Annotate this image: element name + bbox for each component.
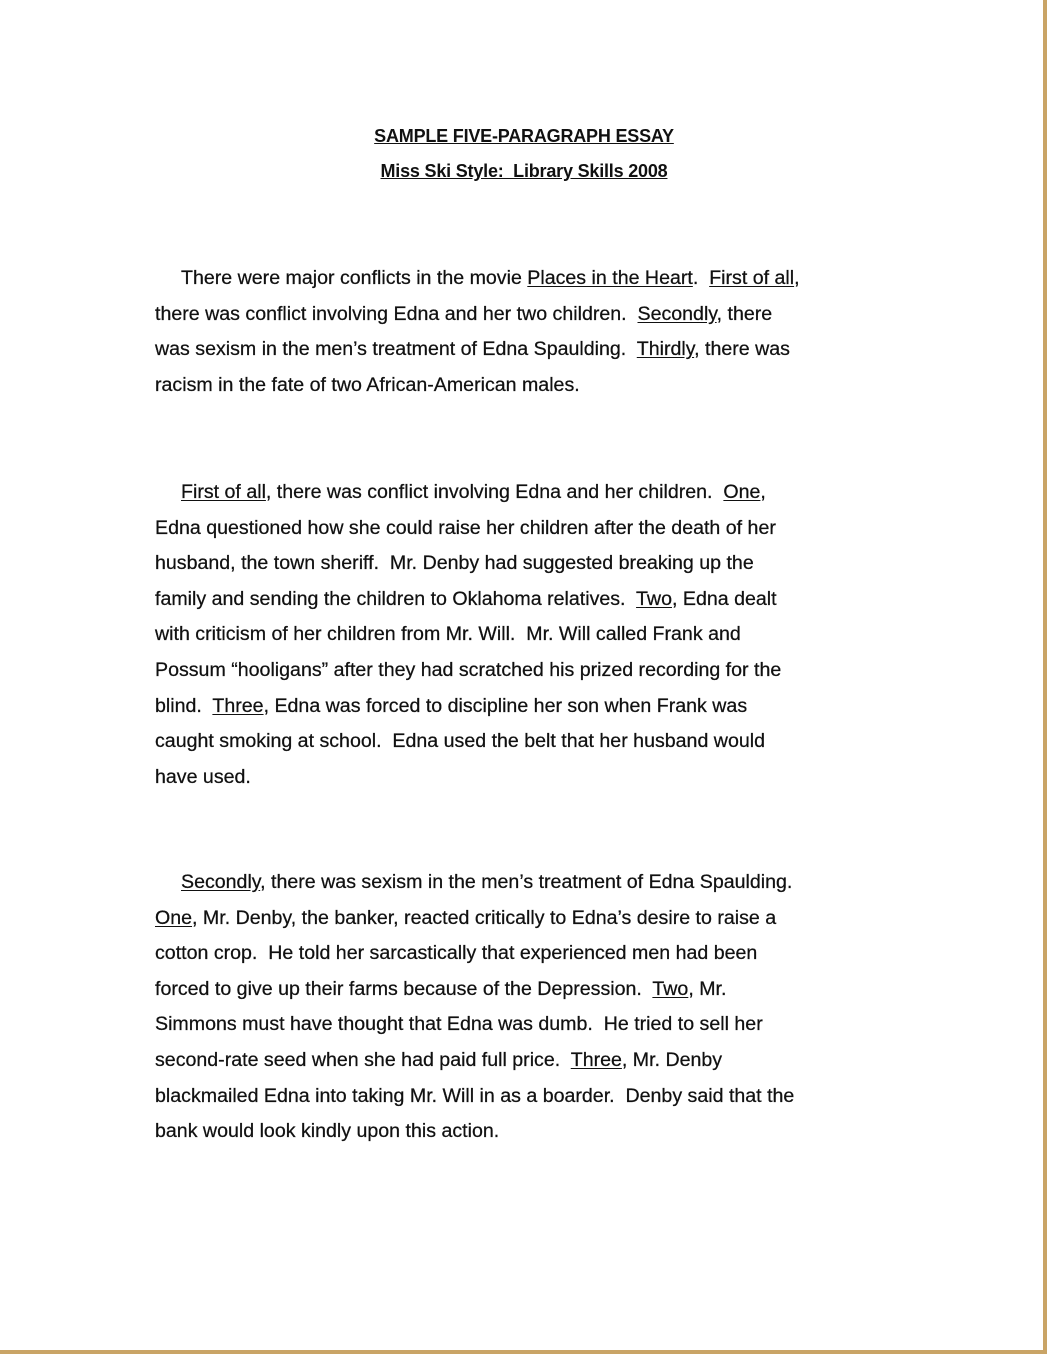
- text-segment: with criticism of her children from Mr. Will. Mr. Will called Frank and: [155, 623, 741, 646]
- essay-subtitle: Miss Ski Style: Library Skills 2008: [380, 161, 668, 181]
- paragraph-1-line: [155, 373, 580, 397]
- text-segment: , Mr. Denby: [621, 1049, 723, 1071]
- paragraph-1-line: [155, 302, 772, 326]
- paragraph-2-line: [155, 765, 251, 789]
- paragraph-3-line: [155, 906, 776, 930]
- text-segment: Simmons must have thought that Edna was dumb. He tried to sell her: [155, 1013, 763, 1036]
- underlined-text: Secondly: [637, 302, 717, 325]
- paragraph-2-line: [181, 480, 766, 504]
- text-segment: caught smoking at school. Edna used the belt that her husband would: [155, 730, 765, 753]
- text-segment: , Mr. Denby, the banker, reacted critically to Edna’s desire to raise a: [192, 906, 777, 929]
- text-segment: Possum “hooligans” after they had scratched his prized recording for the: [155, 659, 782, 681]
- text-segment: have used.: [155, 765, 251, 788]
- paragraph-2-line: [155, 622, 741, 646]
- paragraph-3-line: [181, 870, 792, 894]
- text-segment: there was conflict involving Edna and her two children.: [155, 302, 638, 325]
- underlined-text: One: [155, 906, 193, 929]
- text-segment: racism in the fate of two African-American males.: [155, 373, 580, 396]
- text-segment: second-rate seed when she had paid full price.: [155, 1049, 571, 1071]
- underlined-text: Two: [636, 587, 672, 610]
- paragraph-3-line: [155, 1012, 763, 1036]
- text-segment: blackmailed Edna into taking Mr. Will in as a boarder. Denby said that the: [155, 1084, 795, 1107]
- essay-title: SAMPLE FIVE-PARAGRAPH ESSAY: [374, 126, 674, 146]
- paragraph-3-line: [155, 1119, 499, 1143]
- text-segment: , Edna was forced to discipline her son when Frank was: [263, 694, 748, 717]
- paragraph-3-line: [155, 977, 726, 1001]
- paragraph-2-line: [155, 551, 754, 575]
- underlined-text: Secondly: [181, 871, 261, 893]
- text-segment: forced to give up their farms because of the Depression.: [155, 977, 653, 1000]
- paragraph-3-line: [155, 1048, 722, 1072]
- text-segment: , there was: [694, 338, 790, 361]
- underlined-text: Thirdly: [636, 338, 695, 361]
- text-segment: , there: [716, 302, 773, 325]
- underlined-text: Places in the Heart: [527, 267, 693, 289]
- paragraph-2-line: [155, 694, 747, 718]
- text-segment: family and sending the children to Oklahoma relatives.: [155, 587, 637, 610]
- text-segment: ,: [760, 481, 766, 503]
- paragraph-2-line: [155, 729, 765, 753]
- text-segment: ,: [794, 267, 800, 289]
- text-segment: , there was conflict involving Edna and her children.: [265, 481, 724, 503]
- text-segment: , Mr.: [688, 977, 727, 1000]
- underlined-text: Three: [570, 1049, 622, 1071]
- text-segment: cotton crop. He told her sarcastically that experienced men had been: [155, 942, 758, 965]
- text-segment: There were major conflicts in the movie: [181, 267, 528, 289]
- paragraph-2-line: [155, 516, 776, 540]
- underlined-text: One: [723, 481, 761, 503]
- paragraph-2-line: [155, 587, 777, 611]
- underlined-text: Three: [212, 694, 264, 717]
- text-segment: bank would look kindly upon this action.: [155, 1120, 500, 1143]
- paragraph-1-line: [155, 337, 790, 361]
- paragraph-2-line: [155, 658, 781, 682]
- text-segment: , there was sexism in the men’s treatment of Edna Spaulding.: [260, 871, 793, 893]
- text-segment: , Edna dealt: [671, 587, 777, 610]
- underlined-text: First of all: [709, 267, 795, 289]
- paragraph-3-line: [155, 1084, 794, 1108]
- text-segment: Edna questioned how she could raise her children after the death of her: [155, 516, 776, 539]
- text-segment: .: [692, 267, 710, 289]
- underlined-text: Two: [652, 977, 689, 1000]
- paragraph-3-line: [155, 941, 757, 965]
- text-segment: blind.: [155, 694, 213, 717]
- underlined-text: First of all: [181, 481, 266, 503]
- text-segment: husband, the town sheriff. Mr. Denby had suggested breaking up the: [155, 552, 754, 575]
- paragraph-1-line: [181, 266, 800, 290]
- text-segment: was sexism in the men’s treatment of Edna Spaulding.: [155, 338, 637, 361]
